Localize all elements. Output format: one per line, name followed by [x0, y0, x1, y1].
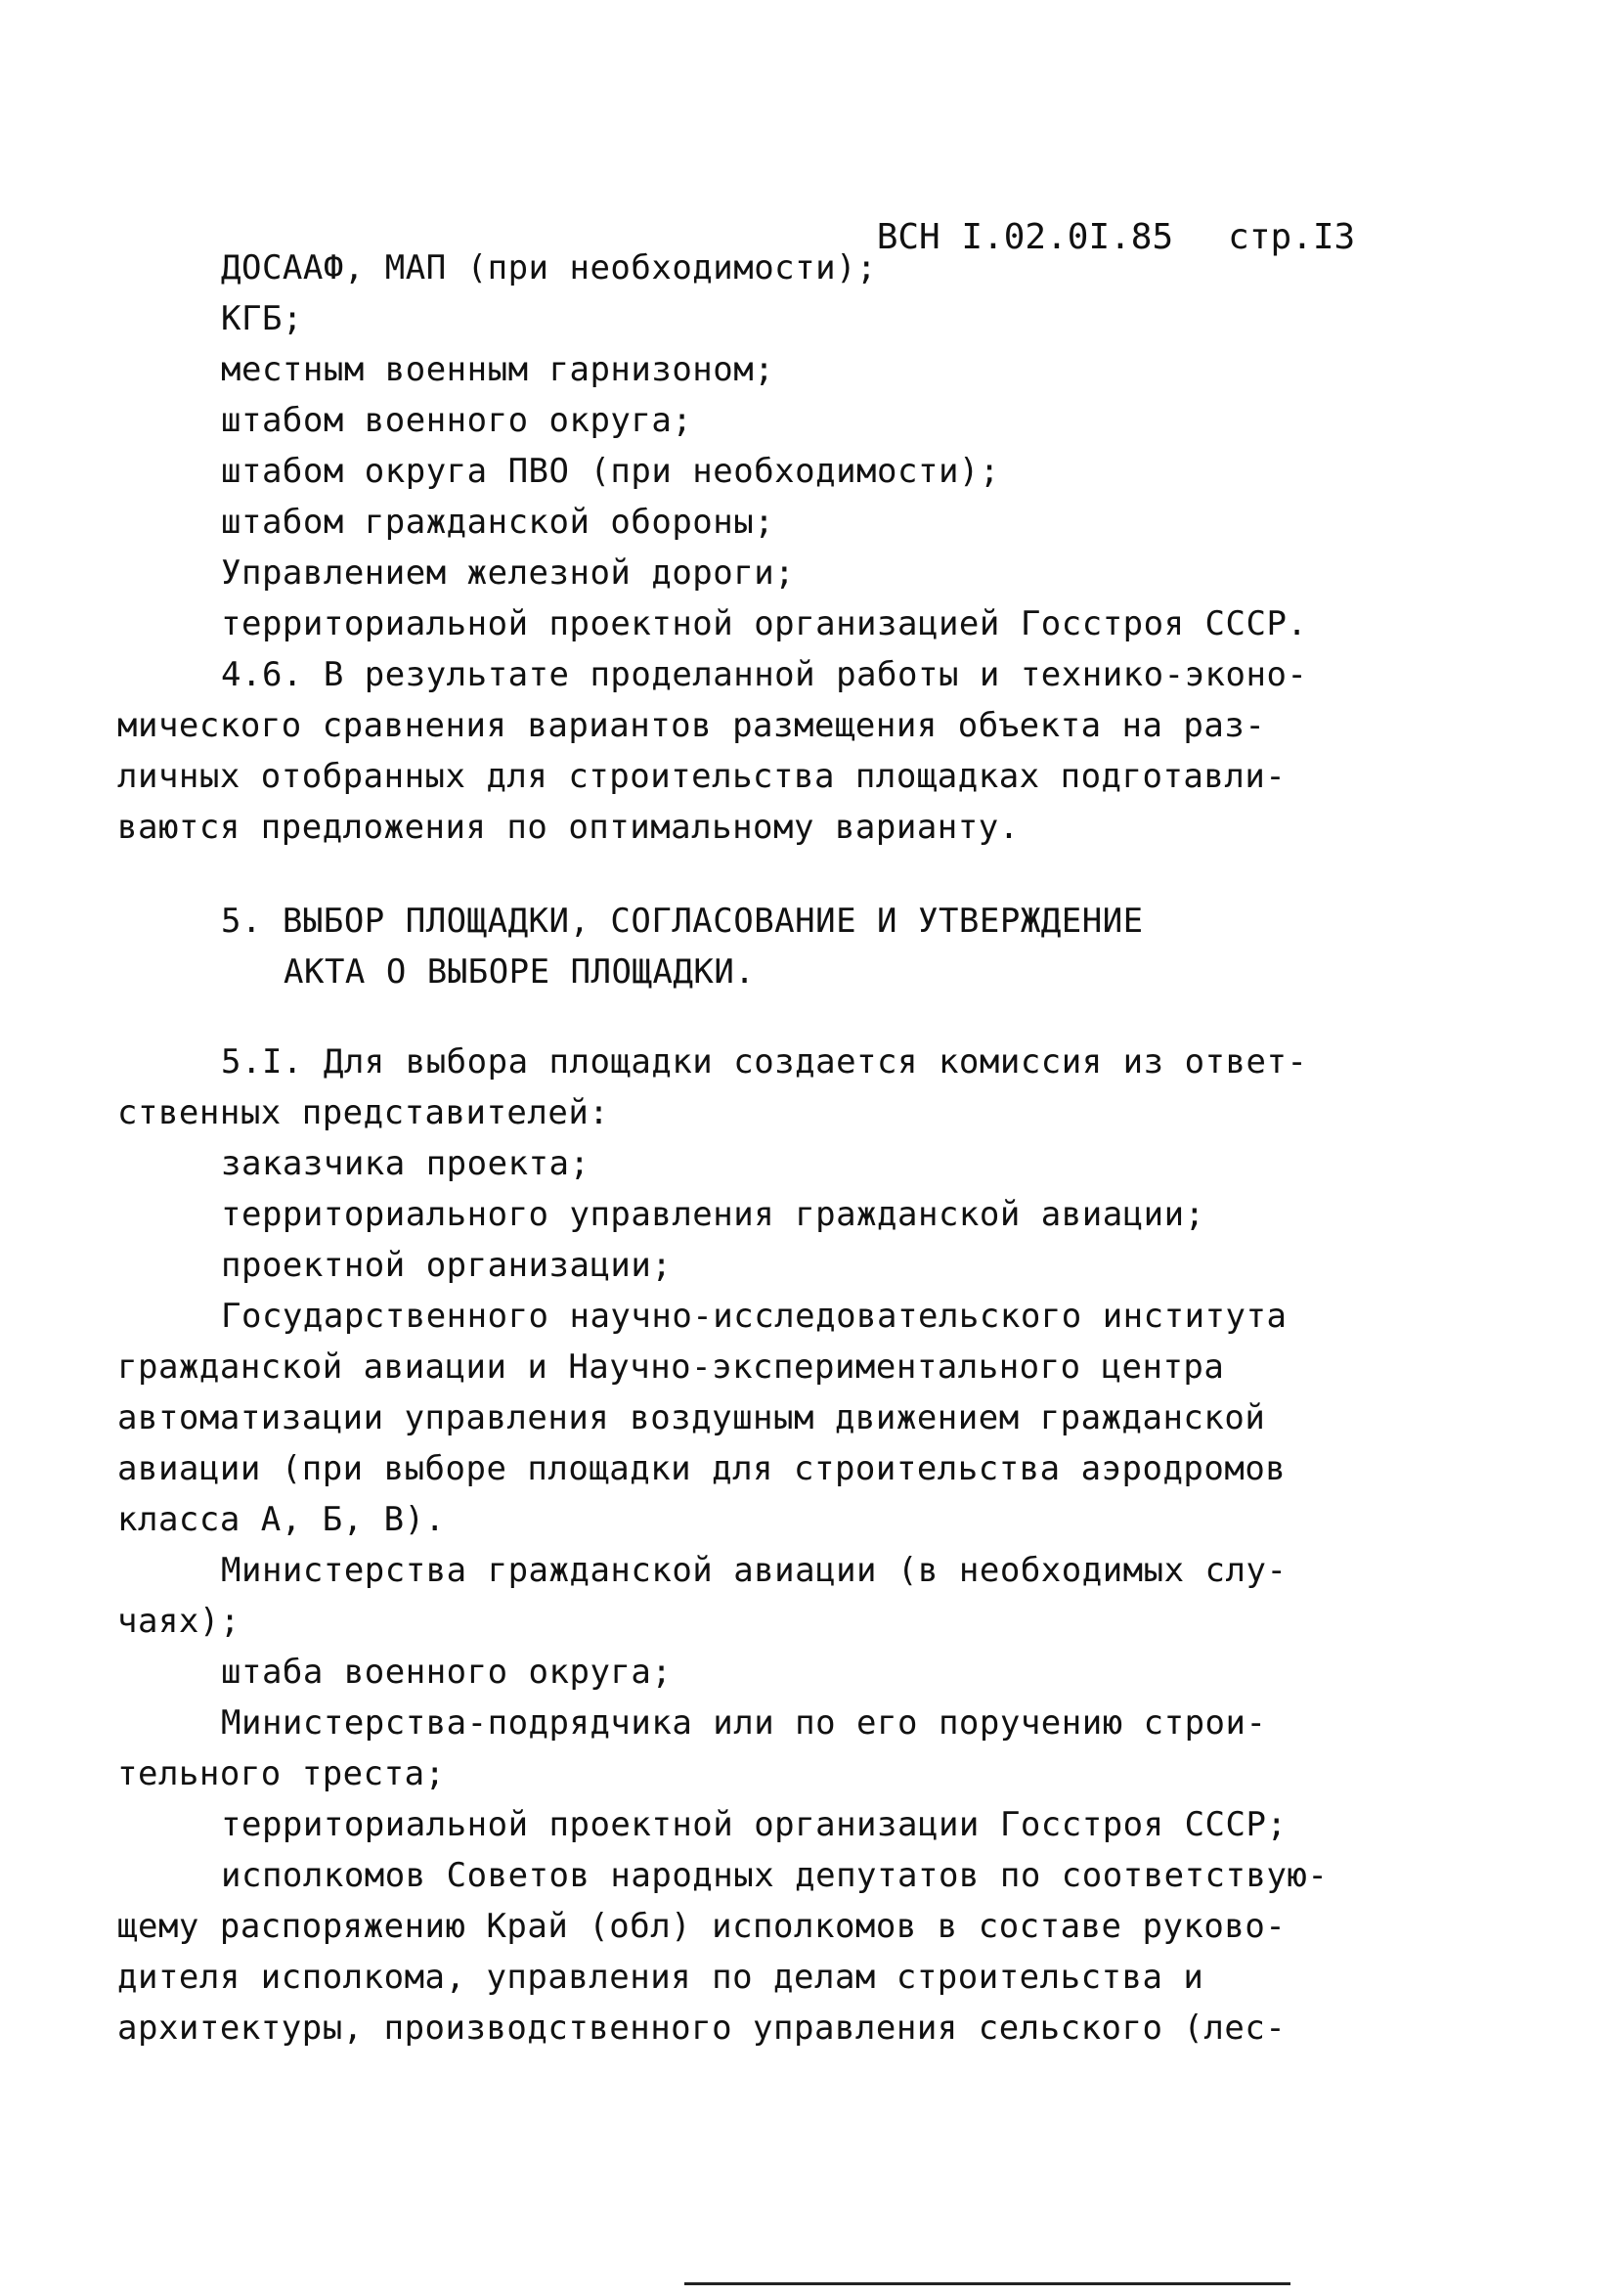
text-line: Управлением железной дороги; — [221, 553, 796, 593]
text-line: штаба военного округа; — [221, 1653, 673, 1692]
text-line: территориальной проектной организацией Госстроя СССР. — [221, 604, 1308, 643]
paragraph-start: 4.6. В результате проделанной работы и технико-эконо- — [221, 655, 1308, 694]
text-line: дителя исполкома, управления по делам строительства и — [117, 1958, 1204, 1997]
text-line: территориального управления гражданской авиации; — [221, 1195, 1205, 1234]
text-line: местным военным гарнизоном; — [221, 350, 775, 389]
section-heading-cont: АКТА О ВЫБОРЕ ПЛОЩАДКИ. — [284, 952, 756, 992]
paragraph-start: 5.I. Для выбора площадки создается комиссия из ответ- — [221, 1042, 1308, 1082]
text-line: щему распоряжению Край (обл) исполкомов в составе руково- — [117, 1907, 1287, 1946]
text-line: КГБ; — [221, 299, 303, 338]
text-line: штабом округа ПВО (при необходимости); — [221, 452, 1000, 491]
text-line: мического сравнения вариантов размещения объекта на раз- — [117, 706, 1266, 745]
text-line: Министерства-подрядчика или по его поручению строи- — [221, 1703, 1267, 1743]
text-line: Государственного научно-исследовательского института — [221, 1297, 1288, 1336]
text-line: тельного треста; — [117, 1754, 446, 1793]
text-line: авиации (при выборе площадки для строительства аэродромов — [117, 1449, 1287, 1488]
document-code: ВСН I.02.0I.85 — [876, 217, 1174, 257]
text-line: чаях); — [117, 1602, 240, 1641]
text-line: исполкомов Советов народных депутатов по соответствую- — [221, 1856, 1329, 1895]
text-line: ДОСААФ, МАП (при необходимости); — [221, 248, 878, 287]
footer-rule — [684, 2282, 1290, 2285]
text-line: класса А, Б, В). — [117, 1500, 446, 1539]
section-heading: 5. ВЫБОР ПЛОЩАДКИ, СОГЛАСОВАНИЕ И УТВЕРЖДЕНИЕ — [221, 902, 1144, 941]
text-line: проектной организации; — [221, 1246, 673, 1285]
text-line: Министерства гражданской авиации (в необходимых слу- — [221, 1551, 1288, 1590]
text-line: штабом гражданской обороны; — [221, 503, 775, 542]
text-line: автоматизации управления воздушным движением гражданской — [117, 1398, 1266, 1437]
page-number: стр.I3 — [1228, 217, 1356, 257]
text-line: архитектуры, производственного управления сельского (лес- — [117, 2009, 1287, 2048]
text-line: личных отобранных для строительства площадках подготавли- — [117, 757, 1287, 796]
text-line: гражданской авиации и Научно-экспериментального центра — [117, 1347, 1225, 1387]
text-line: ваются предложения по оптимальному варианту. — [117, 808, 1020, 847]
text-line: территориальной проектной организации Госстроя СССР; — [221, 1805, 1288, 1844]
text-line: заказчика проекта; — [221, 1144, 590, 1183]
text-line: штабом военного округа; — [221, 401, 693, 440]
text-line: ственных представителей: — [117, 1093, 610, 1132]
